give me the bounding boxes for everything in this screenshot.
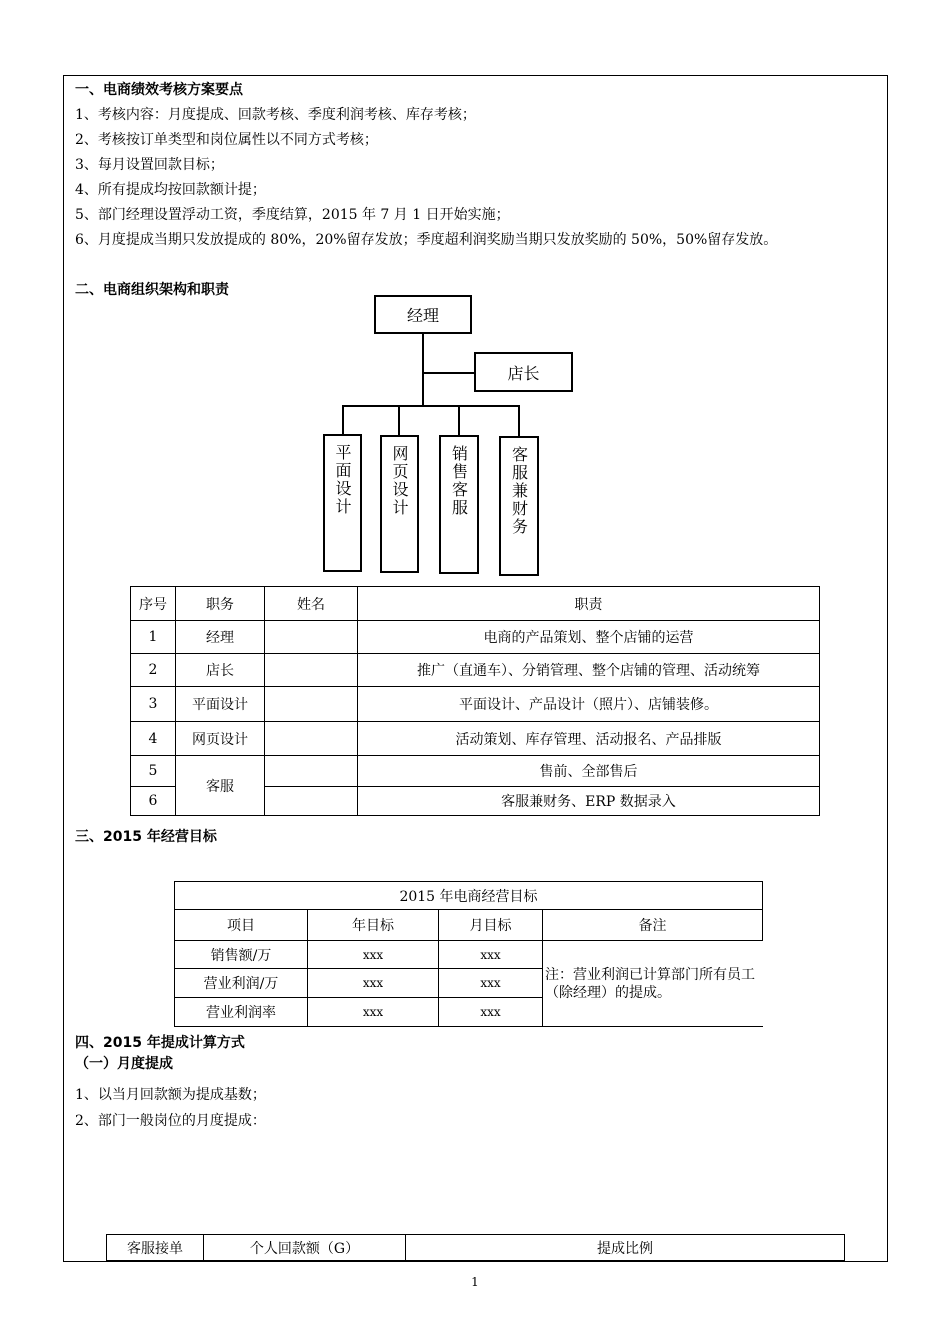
table-cell: xxx	[439, 969, 543, 998]
org-connector	[342, 405, 344, 435]
table-cell: 1	[131, 621, 176, 654]
section1-item: 1、考核内容：月度提成、回款考核、季度利润考核、库存考核；	[75, 107, 476, 123]
org-connector	[518, 405, 520, 437]
table-cell: 平面设计	[176, 687, 265, 722]
page-number: 1	[471, 1275, 479, 1289]
table-cell	[265, 722, 358, 756]
table-row	[131, 722, 820, 756]
org-connector	[398, 405, 400, 436]
table-cell	[265, 787, 358, 816]
table-header: 职责	[358, 587, 820, 621]
table-cell: xxx	[439, 941, 543, 969]
table-cell: 客服兼财务、ERP 数据录入	[358, 787, 820, 816]
duties-table	[130, 586, 820, 816]
table-cell: 营业利润/万	[175, 969, 308, 998]
org-box-manager: 经理	[374, 295, 472, 334]
table-cell: 经理	[176, 621, 265, 654]
commission-table	[106, 1234, 845, 1261]
table-cell	[265, 687, 358, 722]
table-title-row	[175, 882, 763, 910]
table-cell: xxx	[308, 969, 439, 998]
section4-item: 2、部门一般岗位的月度提成：	[75, 1113, 266, 1129]
table-header: 项目	[175, 910, 308, 941]
table-header: 个人回款额（G）	[204, 1235, 406, 1261]
table-header-row	[131, 587, 820, 621]
table-cell: 6	[131, 787, 176, 816]
org-connector	[422, 333, 424, 406]
targets-table	[174, 881, 763, 1027]
table-cell: 客服	[176, 756, 265, 816]
section1-item: 5、部门经理设置浮动工资，季度结算，2015 年 7 月 1 日开始实施；	[75, 207, 510, 223]
org-box-role: 客服兼财务	[499, 436, 539, 576]
table-header: 提成比例	[406, 1235, 845, 1261]
table-row	[131, 621, 820, 654]
section1-item: 6、月度提成当期只发放提成的 80%，20%留存发放；季度超利润奖励当期只发放奖励的 50%，50%留存发放。	[75, 232, 778, 248]
org-box-store-manager: 店长	[474, 352, 573, 392]
section1-item: 4、所有提成均按回款额计提；	[75, 182, 266, 198]
table-cell: 5	[131, 756, 176, 787]
table-cell: 网页设计	[176, 722, 265, 756]
section3-heading: 三、2015 年经营目标	[75, 829, 217, 845]
table-cell: xxx	[439, 998, 543, 1027]
table-cell: 销售额/万	[175, 941, 308, 969]
table-cell: 3	[131, 687, 176, 722]
table-cell: 营业利润率	[175, 998, 308, 1027]
table-row	[131, 687, 820, 722]
org-connector	[342, 405, 520, 407]
table-cell: 平面设计、产品设计（照片）、店铺装修。	[358, 687, 820, 722]
table-row	[131, 654, 820, 687]
table-header: 备注	[543, 910, 763, 941]
table-title: 2015 年电商经营目标	[175, 882, 763, 910]
table-header: 序号	[131, 587, 176, 621]
org-connector	[458, 405, 460, 436]
table-header: 年目标	[308, 910, 439, 941]
table-header: 客服接单	[107, 1235, 204, 1261]
table-note: 注：营业利润已计算部门所有员工（除经理）的提成。	[543, 941, 763, 1027]
section4-heading: 四、2015 年提成计算方式	[75, 1035, 245, 1051]
table-cell: 活动策划、库存管理、活动报名、产品排版	[358, 722, 820, 756]
table-row	[131, 756, 820, 787]
table-cell: 推广（直通车）、分销管理、整个店铺的管理、活动统筹	[358, 654, 820, 687]
org-box-role: 平面设计	[323, 434, 362, 572]
section1-heading: 一、电商绩效考核方案要点	[75, 82, 243, 98]
table-cell: xxx	[308, 998, 439, 1027]
table-cell: xxx	[308, 941, 439, 969]
table-header: 姓名	[265, 587, 358, 621]
org-box-role: 销售客服	[439, 435, 479, 574]
section1-item: 3、每月设置回款目标；	[75, 157, 224, 173]
section4-item: 1、以当月回款额为提成基数；	[75, 1087, 266, 1103]
section1-item: 2、考核按订单类型和岗位属性以不同方式考核；	[75, 132, 378, 148]
table-cell: 4	[131, 722, 176, 756]
table-cell: 售前、全部售后	[358, 756, 820, 787]
section4-subheading: （一）月度提成	[75, 1056, 173, 1072]
org-box-role: 网页设计	[380, 435, 419, 573]
table-cell	[265, 756, 358, 787]
table-header: 职务	[176, 587, 265, 621]
section2-heading: 二、电商组织架构和职责	[75, 282, 229, 298]
table-cell: 2	[131, 654, 176, 687]
table-header-row	[107, 1235, 845, 1261]
table-cell	[265, 654, 358, 687]
table-cell: 电商的产品策划、整个店铺的运营	[358, 621, 820, 654]
table-row	[175, 941, 763, 969]
org-connector	[422, 372, 474, 374]
table-cell: 店长	[176, 654, 265, 687]
table-header-row	[175, 910, 763, 941]
table-header: 月目标	[439, 910, 543, 941]
table-cell	[265, 621, 358, 654]
